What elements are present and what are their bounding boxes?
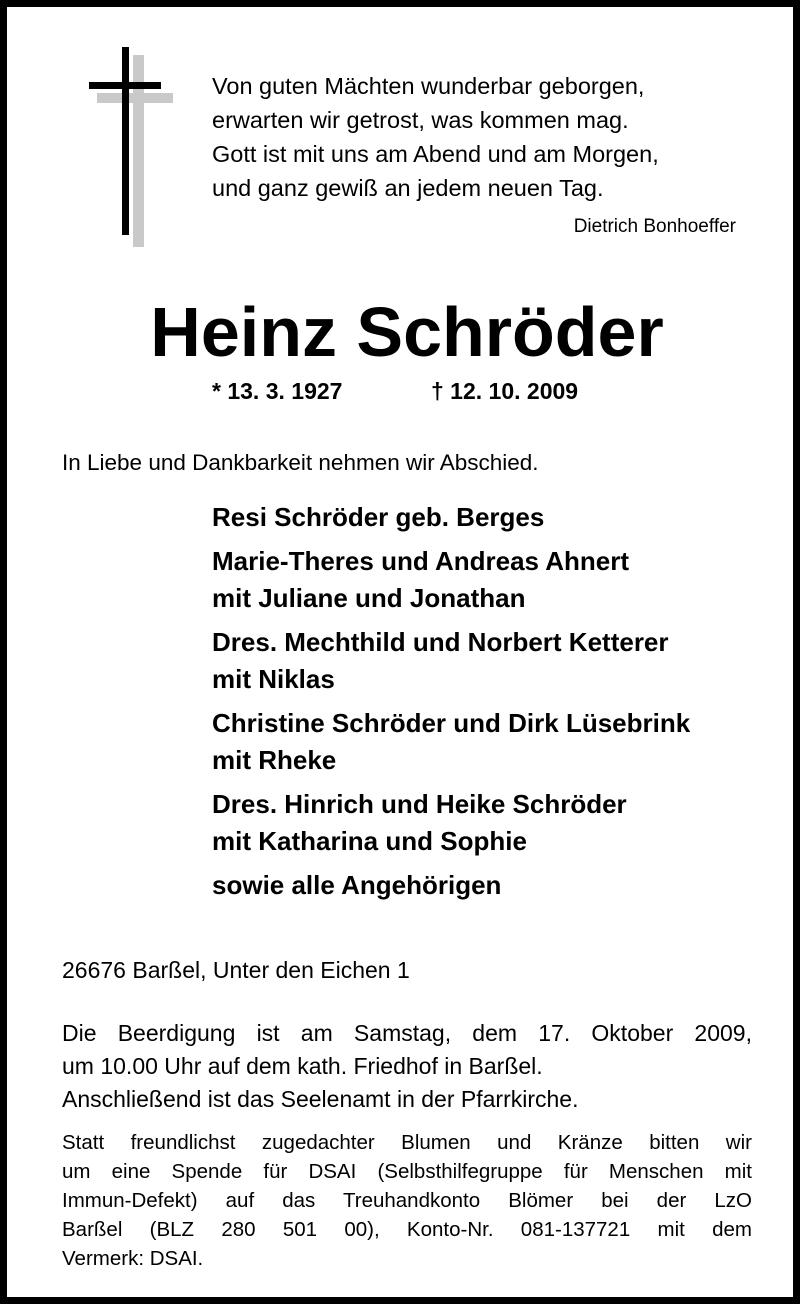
- mourner-line: Christine Schröder und Dirk Lüsebrink: [212, 708, 691, 738]
- funeral-line: Anschließend ist das Seelenamt in der Pfarrkirche.: [62, 1086, 579, 1112]
- donation-line: Statt freundlichst zugedachter Blumen und Kränze bitten wir: [62, 1131, 752, 1154]
- mourner-line: mit Rheke: [212, 745, 337, 775]
- death-date: † 12. 10. 2009: [431, 378, 579, 404]
- funeral-line: um 10.00 Uhr auf dem kath. Friedhof in Barßel.: [62, 1053, 543, 1079]
- mourner-line: Dres. Hinrich und Heike Schröder: [212, 789, 627, 819]
- mourner-line: Marie-Theres und Andreas Ahnert: [212, 546, 630, 576]
- donation-line: Barßel (BLZ 280 501 00), Konto-Nr. 081-137721 mit dem: [62, 1218, 752, 1241]
- funeral-line: Die Beerdigung ist am Samstag, dem 17. Oktober 2009,: [62, 1020, 752, 1046]
- verse-author: Dietrich Bonhoeffer: [573, 216, 736, 237]
- verse-line: Gott ist mit uns am Abend und am Morgen,: [212, 141, 659, 167]
- mourner-line: mit Juliane und Jonathan: [212, 583, 526, 613]
- cross-icon: [89, 45, 177, 251]
- farewell-text: In Liebe und Dankbarkeit nehmen wir Abschied.: [62, 450, 539, 475]
- verse-line: erwarten wir getrost, was kommen mag.: [212, 107, 629, 133]
- deceased-name: Heinz Schröder: [150, 293, 664, 371]
- funeral-details: [62, 1017, 752, 1116]
- verse-line: Von guten Mächten wunderbar geborgen,: [212, 73, 645, 99]
- mourner-entry: [212, 499, 690, 536]
- donation-line: Immun-Defekt) auf das Treuhandkonto Blömer bei der LzO: [62, 1189, 752, 1212]
- mourner-entry: [212, 705, 690, 779]
- mourner-entry: [212, 786, 690, 860]
- mourner-line: mit Niklas: [212, 664, 335, 694]
- donation-line: um eine Spende für DSAI (Selbsthilfegruppe für Menschen mit: [62, 1160, 752, 1183]
- mourner-line: Resi Schröder geb. Berges: [212, 502, 545, 532]
- donation-line: Vermerk: DSAI.: [62, 1247, 204, 1270]
- verse-line: und ganz gewiß an jedem neuen Tag.: [212, 175, 604, 201]
- mourner-line: mit Katharina und Sophie: [212, 826, 527, 856]
- mourners-list: [212, 499, 690, 911]
- mourner-entry: [212, 867, 690, 904]
- birth-date: * 13. 3. 1927: [212, 378, 343, 404]
- mourner-entry: [212, 543, 690, 617]
- mourner-entry: [212, 624, 690, 698]
- donation-request: [62, 1128, 752, 1273]
- mourner-line: sowie alle Angehörigen: [212, 870, 502, 900]
- family-address: 26676 Barßel, Unter den Eichen 1: [62, 957, 410, 983]
- verse-quote: [212, 69, 659, 205]
- mourner-line: Dres. Mechthild und Norbert Ketterer: [212, 627, 669, 657]
